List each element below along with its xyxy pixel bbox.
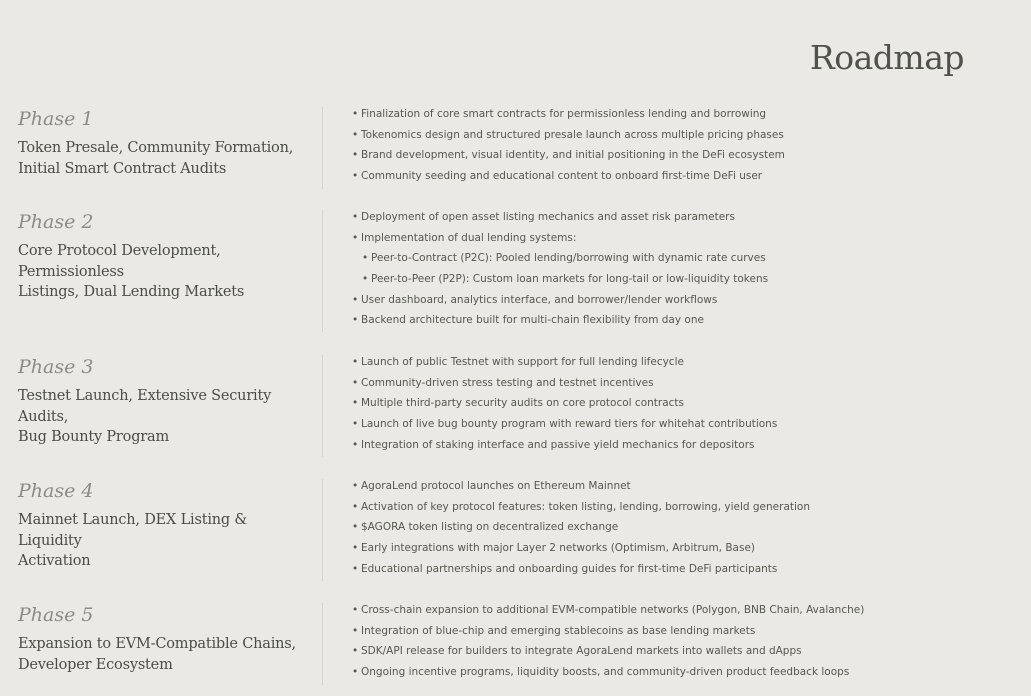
phase-item: • User dashboard, analytics interface, and borrower/lender workflows	[352, 290, 768, 311]
bullet-icon: •	[362, 273, 369, 286]
phase-subtitle-line: Activation	[18, 553, 91, 569]
phase-item: • Brand development, visual identity, and initial positioning in the DeFi ecosystem	[352, 145, 785, 166]
phase-heading	[18, 479, 308, 572]
phase-label: Phase 1	[18, 108, 94, 130]
phase-item: • $AGORA token listing on decentralized exchange	[352, 517, 810, 538]
phase-subtitle	[18, 510, 308, 572]
phase-item-list	[352, 104, 785, 187]
phase-item: • Backend architecture built for multi-chain flexibility from day one	[352, 310, 768, 331]
phase-label: Phase 4	[18, 480, 94, 502]
phase-divider	[322, 210, 323, 332]
phase-item: • Launch of public Testnet with support for full lending lifecycle	[352, 352, 777, 373]
phase-item: • Launch of live bug bounty program with reward tiers for whitehat contributions	[352, 414, 777, 435]
phase-item: • Educational partnerships and onboarding guides for first-time DeFi participants	[352, 559, 810, 580]
phase-subtitle-line: Developer Ecosystem	[18, 656, 173, 673]
phase-subtitle-line: Core Protocol Development, Permissionless	[18, 243, 221, 280]
page-title: Roadmap	[809, 38, 964, 77]
phase-label: Phase 3	[18, 356, 94, 378]
bullet-icon: •	[352, 521, 359, 534]
bullet-icon: •	[352, 562, 359, 575]
phase-subtitle	[18, 138, 308, 179]
phase-subtitle	[18, 634, 308, 675]
phase-divider	[322, 355, 323, 457]
bullet-icon: •	[352, 211, 359, 223]
bullet-icon: •	[352, 500, 359, 513]
phase-item: • Activation of key protocol features: token listing, lending, borrowing, yield generation	[352, 497, 810, 518]
phase-item: • Integration of staking interface and passive yield mechanics for depositors	[352, 435, 777, 456]
bullet-icon: •	[362, 252, 369, 265]
phase-item-list	[352, 207, 768, 331]
phase-item-list	[352, 476, 810, 579]
phase-heading	[18, 210, 308, 303]
phase-item: • Ongoing incentive programs, liquidity boosts, and community-driven product feedback loops	[352, 662, 864, 683]
phase-subtitle	[18, 241, 308, 303]
phase-item: • AgoraLend protocol launches on Ethereum Mainnet	[352, 476, 810, 497]
bullet-icon: •	[352, 480, 359, 492]
bullet-icon: •	[352, 128, 359, 141]
bullet-icon: •	[352, 645, 359, 658]
bullet-icon: •	[352, 108, 359, 120]
phase-heading	[18, 603, 308, 675]
phase-heading	[18, 355, 308, 448]
bullet-icon: •	[352, 397, 359, 410]
phase-subtitle-line: Testnet Launch, Extensive Security Audits,	[18, 388, 272, 425]
bullet-icon: •	[352, 170, 359, 183]
bullet-icon: •	[352, 356, 359, 368]
bullet-icon: •	[352, 624, 359, 637]
phase-item: • Finalization of core smart contracts for permissionless lending and borrowing	[352, 104, 785, 125]
phase-item: • Implementation of dual lending systems:	[352, 228, 768, 249]
phase-sub-item: • Peer-to-Peer (P2P): Custom loan markets for long-tail or low-liquidity tokens	[352, 269, 768, 290]
bullet-icon: •	[352, 604, 359, 616]
phase-label: Phase 2	[18, 211, 94, 233]
phase-sub-item: • Peer-to-Contract (P2C): Pooled lending/borrowing with dynamic rate curves	[352, 248, 768, 269]
bullet-icon: •	[352, 418, 359, 431]
phase-subtitle-line: Mainnet Launch, DEX Listing & Liquidity	[18, 512, 248, 549]
phase-item-list	[352, 352, 777, 455]
phase-item: • Early integrations with major Layer 2 networks (Optimism, Arbitrum, Base)	[352, 538, 810, 559]
phase-item: • Cross-chain expansion to additional EVM-compatible networks (Polygon, BNB Chain, Avalanche)	[352, 600, 864, 621]
phase-heading	[18, 107, 308, 179]
phase-subtitle-line: Initial Smart Contract Audits	[18, 160, 227, 177]
phase-item: • Community seeding and educational content to onboard first-time DeFi user	[352, 166, 785, 187]
bullet-icon: •	[352, 376, 359, 389]
phase-label: Phase 5	[18, 604, 94, 626]
bullet-icon: •	[352, 293, 359, 306]
phase-subtitle-line: Listings, Dual Lending Markets	[18, 284, 245, 300]
phase-subtitle	[18, 386, 308, 448]
phase-item-list	[352, 600, 864, 683]
phase-item: • Tokenomics design and structured presale launch across multiple pricing phases	[352, 125, 785, 146]
phase-item: • Community-driven stress testing and testnet incentives	[352, 373, 777, 394]
phase-subtitle-line: Token Presale, Community Formation,	[18, 140, 294, 156]
bullet-icon: •	[352, 149, 359, 162]
bullet-icon: •	[352, 542, 359, 555]
phase-subtitle-line: Bug Bounty Program	[18, 429, 170, 445]
phase-item: • Integration of blue-chip and emerging stablecoins as base lending markets	[352, 621, 864, 642]
bullet-icon: •	[352, 666, 359, 679]
phase-subtitle-line: Expansion to EVM-Compatible Chains,	[18, 636, 296, 652]
phase-item: • Deployment of open asset listing mechanics and asset risk parameters	[352, 207, 768, 228]
bullet-icon: •	[352, 314, 359, 327]
phase-divider	[322, 603, 323, 685]
bullet-icon: •	[352, 438, 359, 451]
phase-divider	[322, 479, 323, 581]
phase-item: • Multiple third-party security audits on core protocol contracts	[352, 393, 777, 414]
phase-item: • SDK/API release for builders to integrate AgoraLend markets into wallets and dApps	[352, 641, 864, 662]
phase-divider	[322, 107, 323, 189]
bullet-icon: •	[352, 231, 359, 244]
